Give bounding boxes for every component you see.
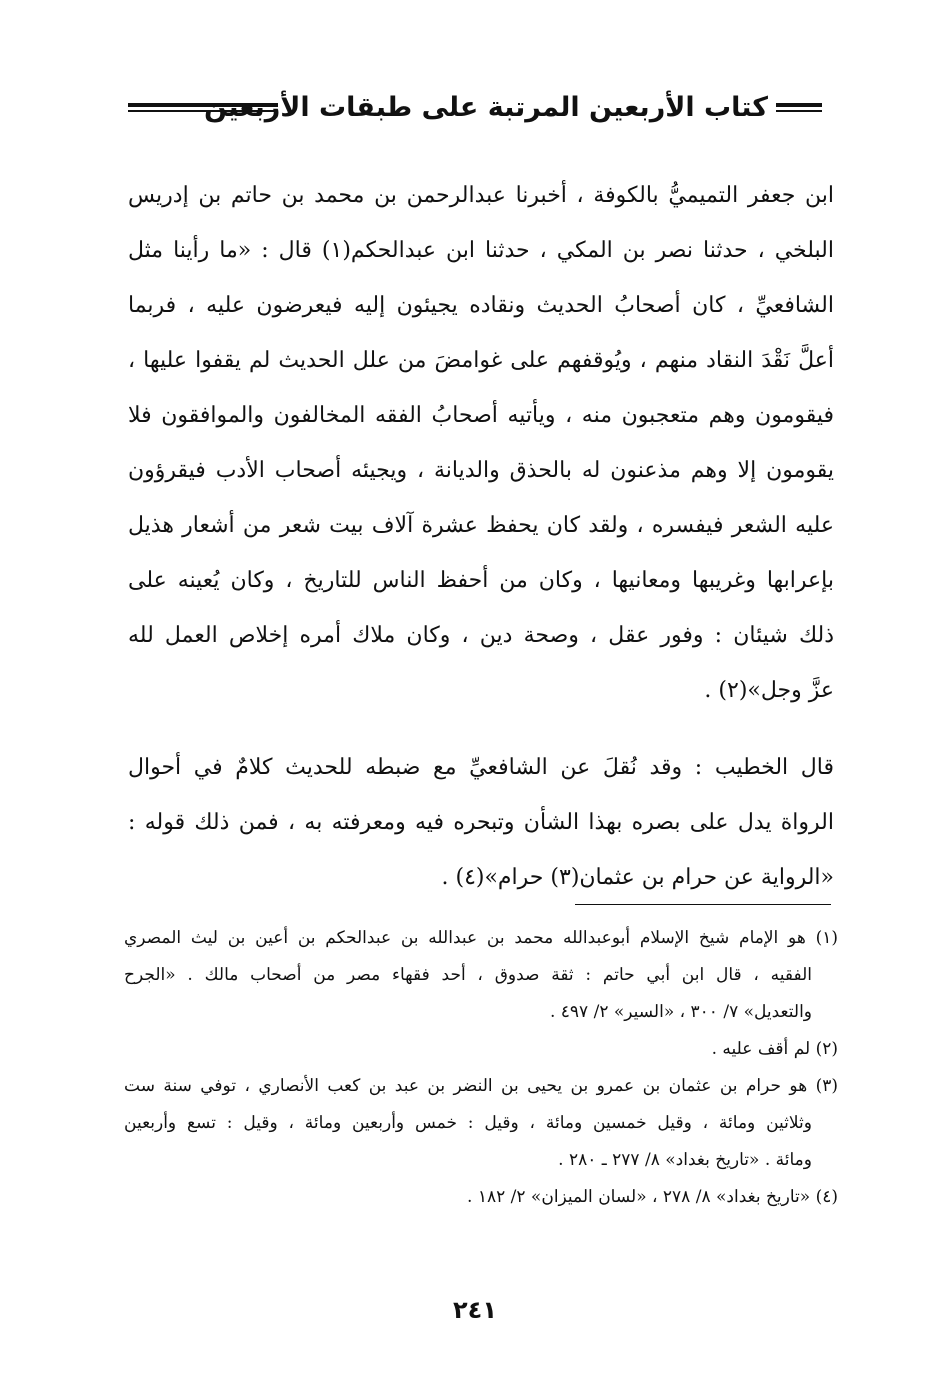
footnotes [124, 920, 838, 1216]
text-line: الرواة يدل على بصره بهذا الشأن وتبحره فيه ومعرفته به ، فمن ذلك قوله : [128, 810, 834, 835]
text-line: البلخي ، حدثنا نصر بن المكي ، حدثنا ابن عبدالحكم(١) قال : «ما رأينا مثل [128, 238, 834, 263]
text-line: الشافعيِّ ، كان أصحابُ الحديث ونقاده يجيئون إليه فيعرضون عليه ، فربما [128, 293, 834, 318]
text-line: عليه الشعر فيفسره ، ولقد كان يحفظ عشرة آلاف بيت شعر من أشعار هذيل [128, 513, 834, 538]
text-line: «الرواية عن حرام بن عثمان(٣) حرام»(٤) . [441, 865, 834, 890]
footnote-line: الفقيه ، قال ابن أبي حاتم : ثقة صدوق ، أحد فقهاء مصر من أصحاب مالك . «الجرح [124, 965, 812, 985]
main-text [128, 168, 834, 905]
text-line: قال الخطيب : وقد نُقلَ عن الشافعيِّ مع ضبطه للحديث كلامٌ في أحوال [128, 755, 834, 780]
header-title: كتاب الأربعين المرتبة على طبقات الأربعين [204, 92, 768, 123]
footnote-line: والتعديل» ٧/ ٣٠٠ ، «السير» ٢/ ٤٩٧ . [549, 1002, 812, 1022]
header-rule-right [776, 103, 822, 113]
text-line: بإعرابها وغريبها ومعانيها ، وكان من أحفظ الناس للتاريخ ، وكان يُعينه على [128, 568, 834, 593]
footnote-line: (٣) هو حرام بن عثمان بن عمرو بن يحيى بن النضر بن عبد بن كعب الأنصاري ، توفي سنة ست [124, 1076, 838, 1096]
footnote-separator [575, 904, 831, 905]
footnote-line: (٢) لم أقف عليه . [711, 1039, 838, 1059]
text-line: فيقومون وهم متعجبون منه ، ويأتيه أصحابُ الفقه المخالفون والموافقون فلا [128, 403, 834, 428]
footnote-line: (٤) «تاريخ بغداد» ٨/ ٢٧٨ ، «لسان الميزان» ٢/ ١٨٢ . [467, 1187, 838, 1207]
footnote-line: (١) هو الإمام شيخ الإسلام أبوعبدالله محمد بن عبدالله بن عبدالحكم بن أعين بن ليث المصري [124, 928, 838, 948]
running-header [128, 88, 822, 132]
text-line: ذلك شيئان : وفور عقل ، وصحة دين ، وكان ملاك أمره إخلاص العمل لله [128, 623, 834, 648]
footnote-line: ومائة . «تاريخ بغداد» ٨/ ٢٧٧ ـ ٢٨٠ . [558, 1150, 812, 1170]
text-line: أعلَّ نَقْدَ النقاد منهم ، ويُوقفهم على غوامضَ من علل الحديث لم يقفوا عليها ، [128, 348, 834, 373]
text-line: ابن جعفر التميميُّ بالكوفة ، أخبرنا عبدالرحمن بن محمد بن حاتم بن إدريس [128, 183, 834, 208]
text-line: يقومون إلا وهم مذعنون له بالحذق والديانة ، ويجيئه أصحاب الأدب فيقرؤون [128, 458, 834, 483]
footnote-line: وثلاثين ومائة ، وقيل خمسين ومائة ، وقيل : خمس وأربعين ومائة ، وقيل : تسع وأربعين [124, 1113, 812, 1133]
page-number: ٢٤١ [453, 1296, 497, 1324]
text-line: عزَّ وجل»(٢) . [704, 678, 834, 703]
